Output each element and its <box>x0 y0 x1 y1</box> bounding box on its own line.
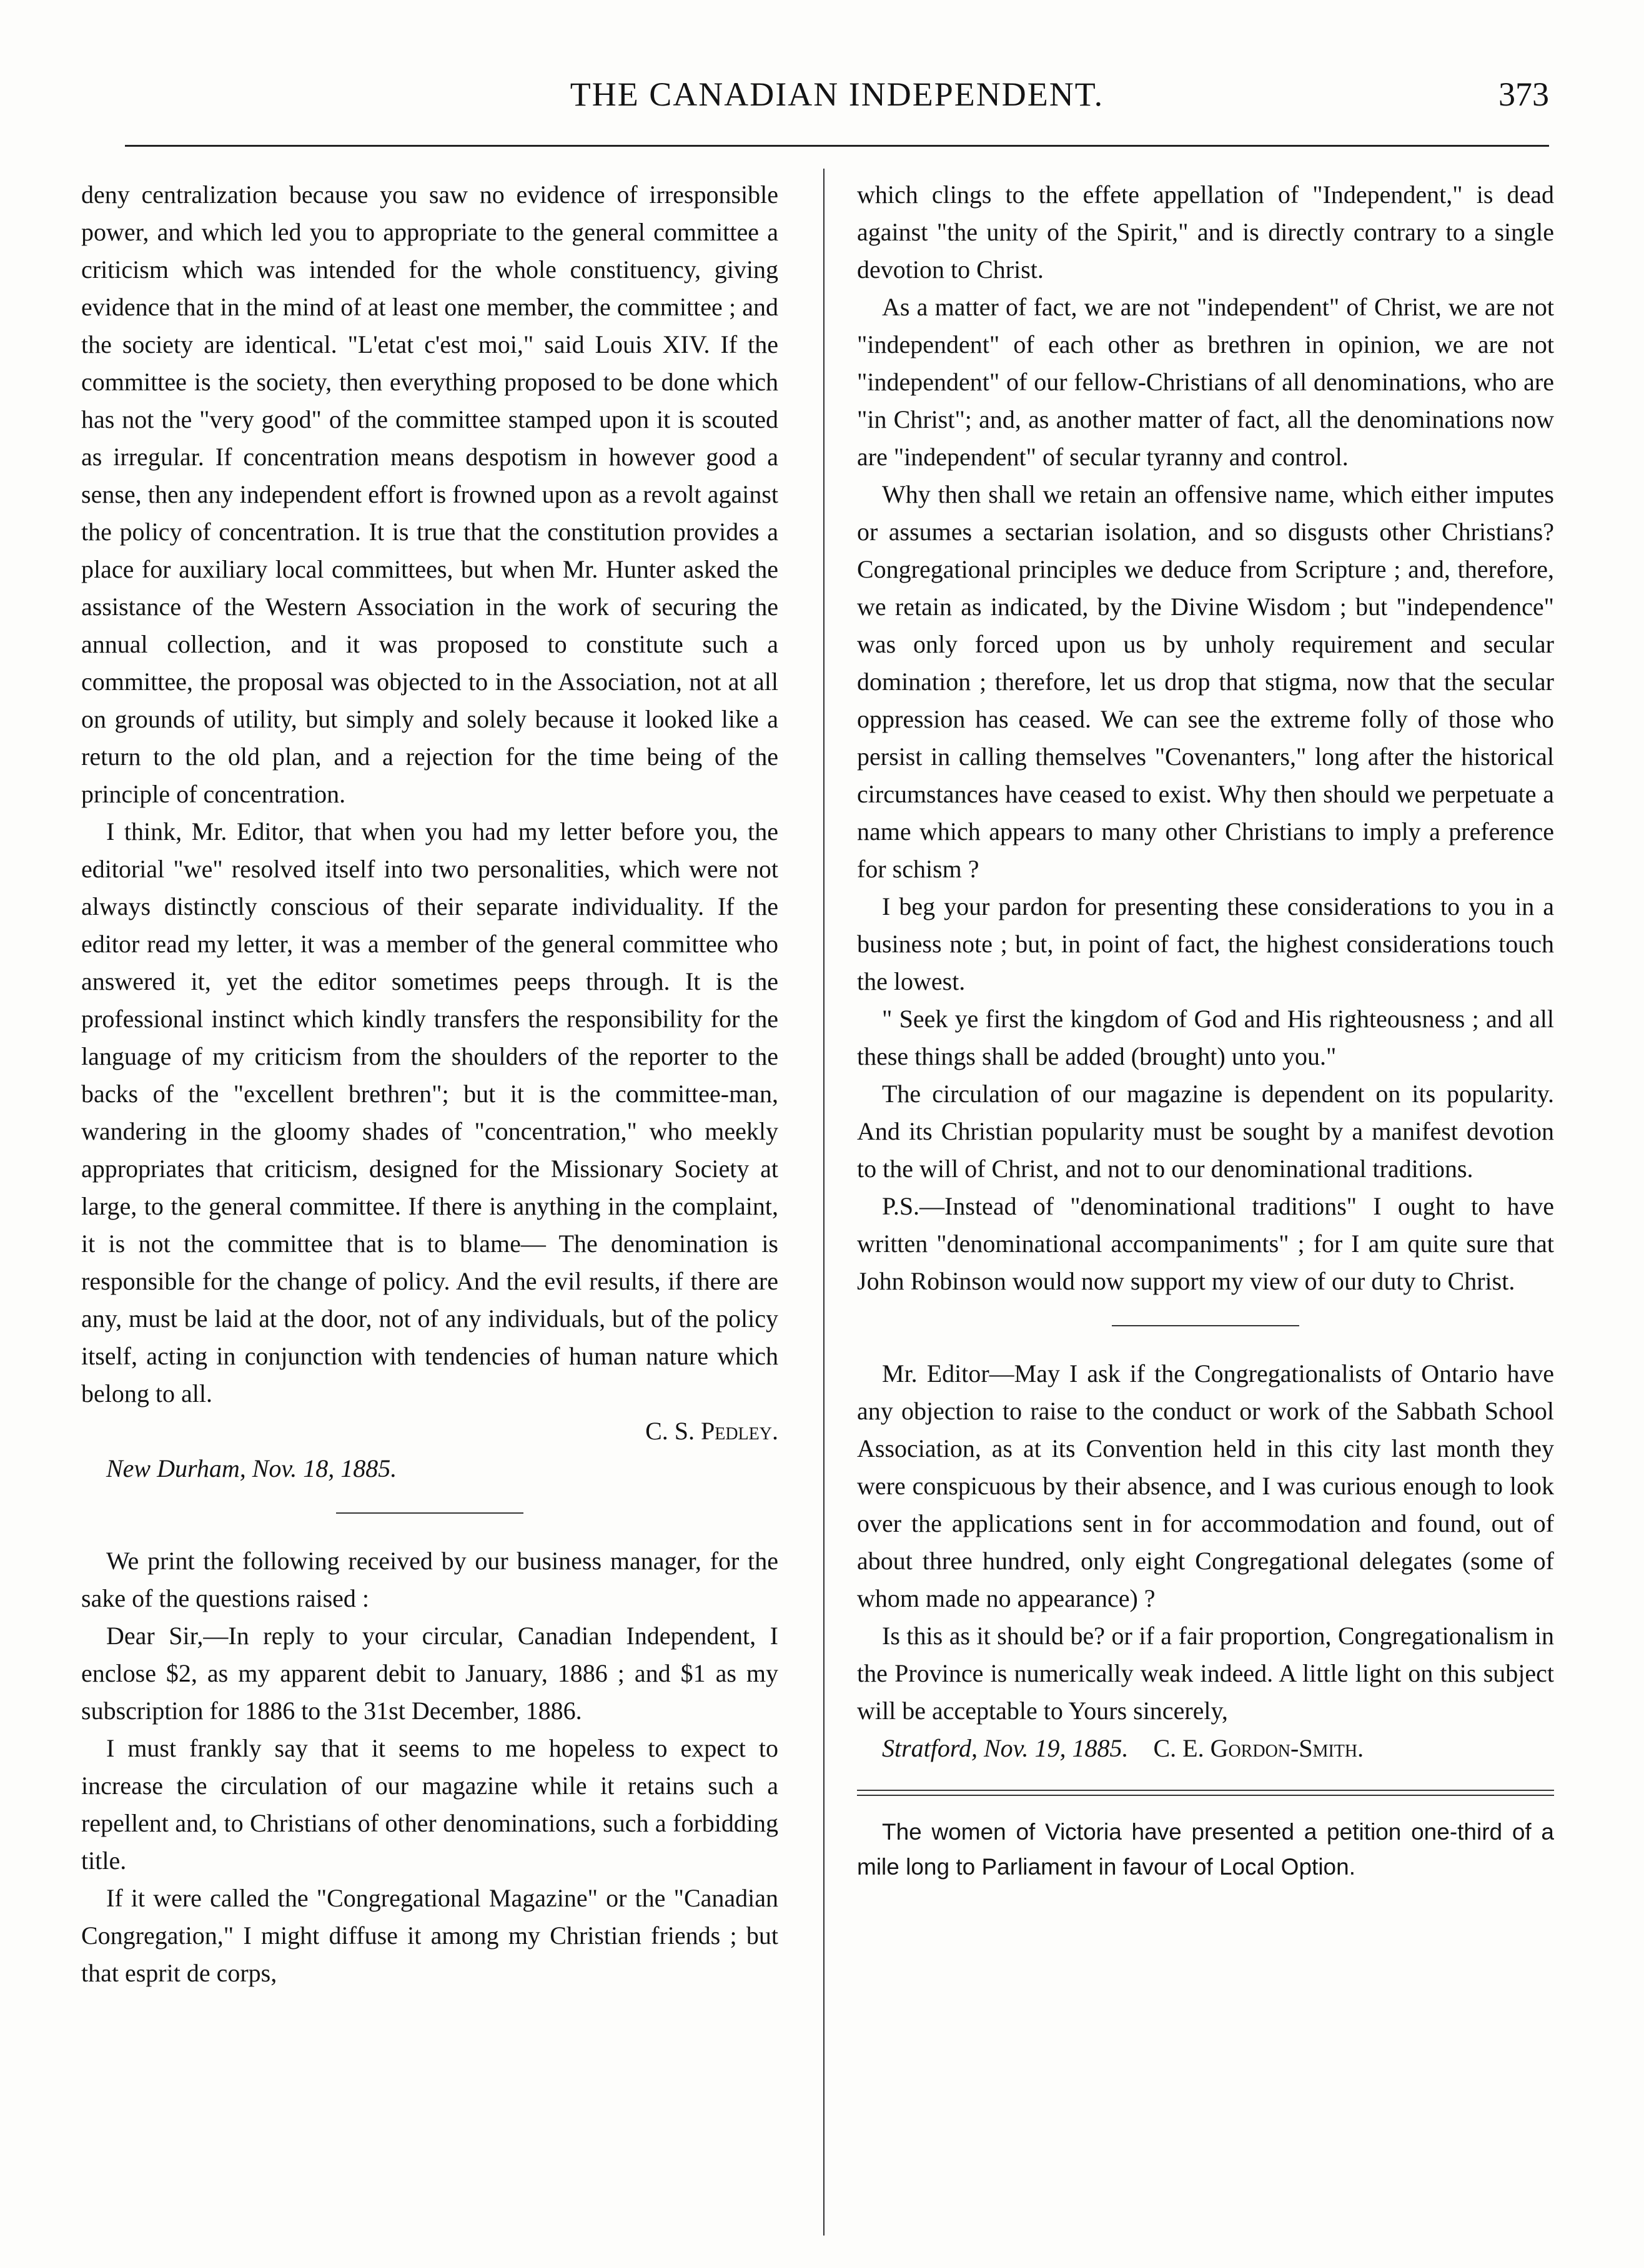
signature: C. E. Gordon-Smith. <box>1153 1734 1364 1762</box>
paragraph: " Seek ye first the kingdom of God and His righteousness ; and all these things shall be added (brought) unto you." <box>857 1005 1554 1070</box>
right-column <box>857 176 1554 1885</box>
paragraph: P.S.—Instead of "denominational traditions" I ought to have written "denominational accompaniments" ; for I am quite sure that John Robinson would now support my view of our duty to Christ. <box>857 1192 1554 1295</box>
section-divider <box>1112 1325 1299 1326</box>
page-number: 373 <box>1498 76 1549 113</box>
paragraph: Is this as it should be? or if a fair proportion, Congregationalism in the Province is numerically weak indeed. A little light on this subject will be acceptable to Yours sincerely, <box>857 1622 1554 1725</box>
paragraph: We print the following received by our business manager, for the sake of the questions raised : <box>81 1547 778 1612</box>
signature: C. S. Pedley. <box>645 1417 778 1445</box>
section-divider <box>336 1512 523 1514</box>
dateline: Stratford, Nov. 19, 1885. <box>882 1734 1129 1762</box>
paragraph: I think, Mr. Editor, that when you had my letter before you, the editorial "we" resolved itself into two personalities, which were not always distinctly conscious of their separate individuality. If the editor read my letter, it was a member of the general committee who answered it, yet the editor sometimes peeps through. It is the professional instinct which kindly transfers the responsibility for the language of my criticism from the shoulders of the reporter to the backs of the "excellent brethren"; but it is the committee-man, wandering in the gloomy shades of "concentration," who meekly appropriates that criticism, designed for the Missionary Society at large, to the general committee. If there is anything in the complaint, it is not the committee that is to blame— The denomination is responsible for the change of policy. And the evil results, if there are any, must be laid at the door, not of any individuals, but of the policy itself, acting in conjunction with tendencies of human nature which belong to all. <box>81 817 778 1408</box>
paragraph: Mr. Editor—May I ask if the Congregationalists of Ontario have any objection to raise to the conduct or work of the Sabbath School Association, as at its Convention held in this city last month they were conspicuous by their absence, and I was curious enough to look over the applications sent in for accommodation and found, out of about three hundred, only eight Congregational delegates (some of whom made no appearance) ? <box>857 1359 1554 1612</box>
news-note <box>857 1815 1554 1885</box>
paragraph: If it were called the "Congregational Magazine" or the "Canadian Congregation," I might diffuse it among my Christian friends ; but that esprit de corps, <box>81 1884 778 1987</box>
page-header <box>125 75 1549 125</box>
paragraph: Dear Sir,—In reply to your circular, Canadian Independent, I enclose $2, as my apparent debit to January, 1886 ; and $1 as my subscription for 1886 to the 31st December, 1886. <box>81 1622 778 1725</box>
paragraph: deny centralization because you saw no evidence of irresponsible power, and which led you to appropriate to the general committee a criticism which was intended for the whole constituency, giving evidence that in the mind of at least one member, the committee ; and the society are identical. "L'etat c'est moi," said Louis XIV. If the committee is the society, then everything proposed to be done which has not the "very good" of the committee stamped upon it is scouted as irregular. If concentration means despotism in however good a sense, then any independent effort is frowned upon as a revolt against the policy of concentration. It is true that the constitution provides a place for auxiliary local committees, but when Mr. Hunter asked the assistance of the Western Association in the work of securing the annual collection, and it was proposed to constitute such a committee, the proposal was objected to in the Association, not at all on grounds of utility, but simply and solely because it looked like a return to the old plan, and a rejection for the time being of the principle of concentration. <box>81 180 778 808</box>
running-title: THE CANADIAN INDEPENDENT. <box>570 76 1104 113</box>
header-rule <box>125 145 1549 147</box>
paragraph: The circulation of our magazine is dependent on its popularity. And its Christian popularity must be sought by a manifest devotion to the will of Christ, and not to our denominational traditions. <box>857 1080 1554 1183</box>
column-divider <box>823 169 824 2236</box>
double-rule <box>857 1790 1554 1796</box>
left-column <box>81 176 778 1992</box>
paragraph: The women of Victoria have presented a petition one-third of a mile long to Parliament in favour of Local Option. <box>857 1819 1554 1880</box>
dateline-signature <box>857 1730 1554 1767</box>
paragraph: which clings to the effete appellation of "Independent," is dead against "the unity of the Spirit," and is directly contrary to a single devotion to Christ. <box>857 180 1554 284</box>
paragraph: As a matter of fact, we are not "independent" of Christ, we are not "independent" of each other as brethren in opinion, we are not "independent" of our fellow-Christians of all denominations, who are "in Christ"; and, as another matter of fact, all the denominations now are "independent" of secular tyranny and control. <box>857 293 1554 471</box>
paragraph: I beg your pardon for presenting these considerations to you in a business note ; but, in point of fact, the highest considerations touch the lowest. <box>857 892 1554 995</box>
dateline: New Durham, Nov. 18, 1885. <box>106 1454 397 1482</box>
paragraph: I must frankly say that it seems to me hopeless to expect to increase the circulation of our magazine while it retains such a repellent and, to Christians of other denominations, such a forbidding title. <box>81 1734 778 1875</box>
paragraph: Why then shall we retain an offensive name, which either imputes or assumes a sectarian isolation, and so disgusts other Christians? Congregational principles we deduce from Scripture ; and, therefore, we retain as indicated, by the Divine Wisdom ; but "independence" was only forced upon us by unholy requirement and secular domination ; therefore, let us drop that stigma, now that the secular oppression has ceased. We can see the extreme folly of those who persist in calling themselves "Covenanters," long after the historical circumstances have ceased to exist. Why then should we perpetuate a name which appears to many other Christians to imply a preference for schism ? <box>857 480 1554 883</box>
